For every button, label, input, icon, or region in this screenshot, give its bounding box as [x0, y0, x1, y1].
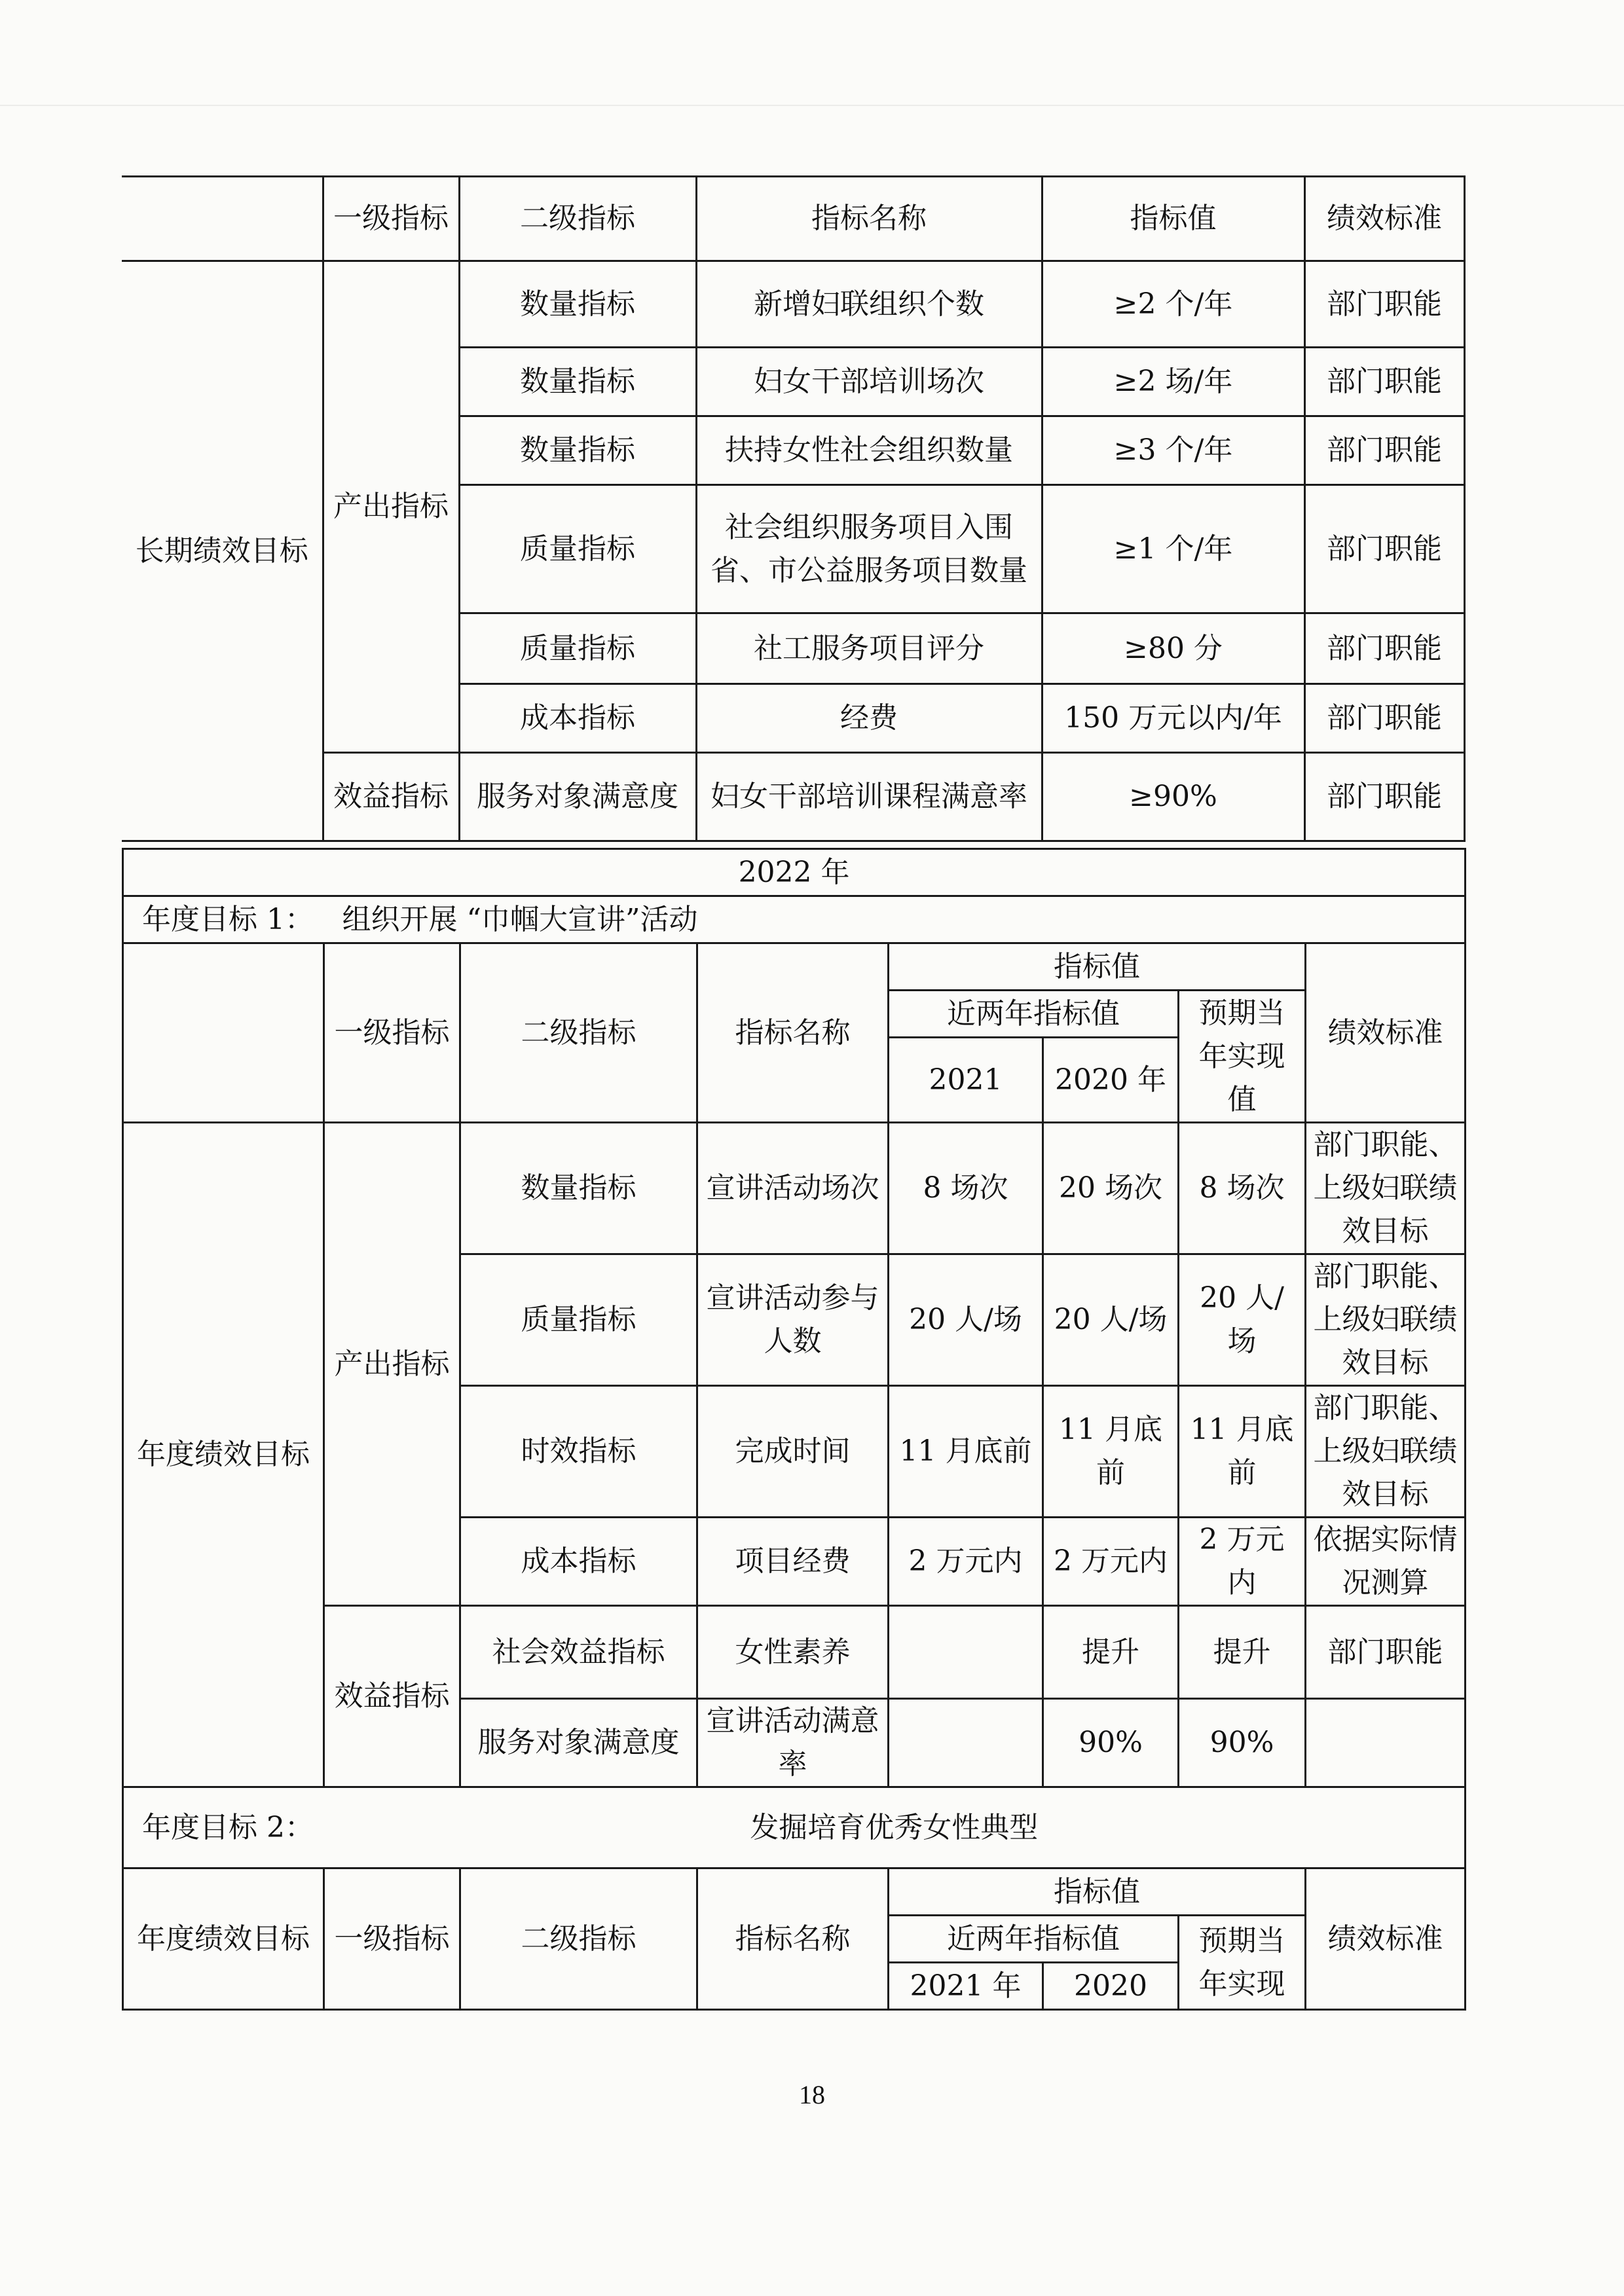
indicator-name: 经费	[696, 684, 1042, 753]
indicator-name: 女性素养	[697, 1606, 889, 1699]
indicator-name: 妇女干部培训场次	[696, 348, 1042, 416]
indicator-name: 项目经费	[697, 1518, 889, 1606]
header-expected: 预期当年实现	[1179, 1916, 1306, 2010]
output-indicator-label: 产出指标	[323, 261, 459, 753]
level2-cell: 成本指标	[460, 1518, 697, 1606]
section-label: 年度绩效目标	[123, 1868, 324, 2010]
value-2021: 20 人/场	[889, 1254, 1043, 1386]
value-2020: 提升	[1043, 1606, 1179, 1699]
level2-cell: 质量指标	[460, 1254, 697, 1386]
blank-cell	[122, 177, 323, 261]
table-header-row	[123, 943, 1466, 991]
value-2021: 11 月底前	[889, 1386, 1043, 1518]
output-indicator-label: 产出指标	[324, 1123, 460, 1606]
performance-standard: 部门职能	[1304, 485, 1464, 613]
indicator-name: 宣讲活动场次	[697, 1123, 889, 1254]
value-2020: 90%	[1043, 1699, 1179, 1787]
expected-value: 90%	[1179, 1699, 1306, 1787]
goal1-row	[123, 896, 1466, 943]
table-row	[122, 753, 1464, 841]
table-row	[123, 1606, 1466, 1699]
level2-cell: 服务对象满意度	[459, 753, 696, 841]
header-indicator-name: 指标名称	[697, 943, 889, 1123]
performance-standard: 依据实际情况测算	[1306, 1518, 1466, 1606]
benefit-indicator-label: 效益指标	[323, 753, 459, 841]
header-year-2021: 2021 年	[889, 1963, 1043, 2010]
indicator-value: ≥3 个/年	[1042, 416, 1304, 485]
expected-value: 11 月底前	[1179, 1386, 1306, 1518]
indicator-value: ≥80 分	[1042, 613, 1304, 684]
performance-standard: 部门职能	[1304, 753, 1464, 841]
value-2020: 20 场次	[1043, 1123, 1179, 1254]
year-heading: 2022 年	[123, 849, 1466, 896]
header-indicator-name: 指标名称	[697, 1868, 889, 2010]
scan-edge-line	[0, 105, 1624, 106]
header-standard: 绩效标准	[1306, 943, 1466, 1123]
table-row	[123, 1123, 1466, 1254]
expected-value: 20 人/场	[1179, 1254, 1306, 1386]
header-year-2020: 2020	[1043, 1963, 1179, 2010]
page-number: 18	[799, 2080, 825, 2109]
header-year-2021: 2021	[889, 1038, 1043, 1123]
expected-value: 8 场次	[1179, 1123, 1306, 1254]
indicator-value: ≥1 个/年	[1042, 485, 1304, 613]
goal2-label: 年度目标 2：	[123, 1787, 324, 1868]
section-label: 年度绩效目标	[123, 1123, 324, 1787]
header-level2: 二级指标	[459, 177, 696, 261]
header-standard: 绩效标准	[1304, 177, 1464, 261]
expected-value: 提升	[1179, 1606, 1306, 1699]
header-value-group: 指标值	[889, 943, 1306, 991]
header-level2: 二级指标	[460, 1868, 697, 2010]
goal2-row	[123, 1787, 1466, 1868]
value-2020: 11 月底前	[1043, 1386, 1179, 1518]
table-row	[122, 261, 1464, 348]
value-2021: 2 万元内	[889, 1518, 1043, 1606]
year-row	[123, 849, 1466, 896]
level2-cell: 成本指标	[459, 684, 696, 753]
indicator-name: 宣讲活动参与人数	[697, 1254, 889, 1386]
level2-cell: 社会效益指标	[460, 1606, 697, 1699]
performance-standard: 部门职能、上级妇联绩效目标	[1306, 1123, 1466, 1254]
header-level2: 二级指标	[460, 943, 697, 1123]
header-recent-values: 近两年指标值	[889, 991, 1179, 1038]
expected-value: 2 万元内	[1179, 1518, 1306, 1606]
performance-standard: 部门职能、上级妇联绩效目标	[1306, 1386, 1466, 1518]
blank-cell	[123, 943, 324, 1123]
level2-cell: 数量指标	[459, 261, 696, 348]
header-value-group: 指标值	[889, 1868, 1306, 1916]
indicator-value: 150 万元以内/年	[1042, 684, 1304, 753]
performance-standard	[1306, 1699, 1466, 1787]
header-expected: 预期当年实现值	[1179, 991, 1306, 1123]
indicator-name: 妇女干部培训课程满意率	[696, 753, 1042, 841]
table-header-row	[122, 177, 1464, 261]
level2-cell: 质量指标	[459, 485, 696, 613]
benefit-indicator-label: 效益指标	[324, 1606, 460, 1787]
indicator-value: ≥2 场/年	[1042, 348, 1304, 416]
indicator-name: 宣讲活动满意率	[697, 1699, 889, 1787]
performance-standard: 部门职能	[1304, 416, 1464, 485]
indicator-name: 社工服务项目评分	[696, 613, 1042, 684]
performance-standard: 部门职能	[1304, 684, 1464, 753]
annual-target-table	[122, 848, 1466, 2011]
header-year-2020: 2020 年	[1043, 1038, 1179, 1123]
indicator-name: 新增妇联组织个数	[696, 261, 1042, 348]
level2-cell: 数量指标	[460, 1123, 697, 1254]
value-2020: 20 人/场	[1043, 1254, 1179, 1386]
table-header-row	[123, 1868, 1466, 1916]
performance-standard: 部门职能	[1306, 1606, 1466, 1699]
goal2-text: 发掘培育优秀女性典型	[324, 1787, 1466, 1868]
value-2021	[889, 1606, 1043, 1699]
value-2021	[889, 1699, 1043, 1787]
header-level1: 一级指标	[323, 177, 459, 261]
header-recent-values: 近两年指标值	[889, 1916, 1179, 1963]
indicator-value: ≥90%	[1042, 753, 1304, 841]
header-standard: 绩效标准	[1306, 1868, 1466, 2010]
long-term-target-table	[122, 175, 1466, 842]
header-indicator-name: 指标名称	[696, 177, 1042, 261]
value-2020: 2 万元内	[1043, 1518, 1179, 1606]
section-label: 长期绩效目标	[122, 261, 323, 841]
header-level1: 一级指标	[324, 943, 460, 1123]
level2-cell: 数量指标	[459, 348, 696, 416]
performance-standard: 部门职能	[1304, 613, 1464, 684]
header-level1: 一级指标	[324, 1868, 460, 2010]
level2-cell: 数量指标	[459, 416, 696, 485]
performance-standard: 部门职能、上级妇联绩效目标	[1306, 1254, 1466, 1386]
indicator-name: 社会组织服务项目入围省、市公益服务项目数量	[696, 485, 1042, 613]
indicator-name: 完成时间	[697, 1386, 889, 1518]
indicator-name: 扶持女性社会组织数量	[696, 416, 1042, 485]
indicator-value: ≥2 个/年	[1042, 261, 1304, 348]
value-2021: 8 场次	[889, 1123, 1043, 1254]
level2-cell: 时效指标	[460, 1386, 697, 1518]
header-indicator-value: 指标值	[1042, 177, 1304, 261]
performance-standard: 部门职能	[1304, 261, 1464, 348]
goal1-label: 年度目标 1：	[123, 896, 324, 943]
level2-cell: 质量指标	[459, 613, 696, 684]
level2-cell: 服务对象满意度	[460, 1699, 697, 1787]
goal1-text: 组织开展 “巾帼大宣讲”活动	[324, 896, 1466, 943]
performance-standard: 部门职能	[1304, 348, 1464, 416]
